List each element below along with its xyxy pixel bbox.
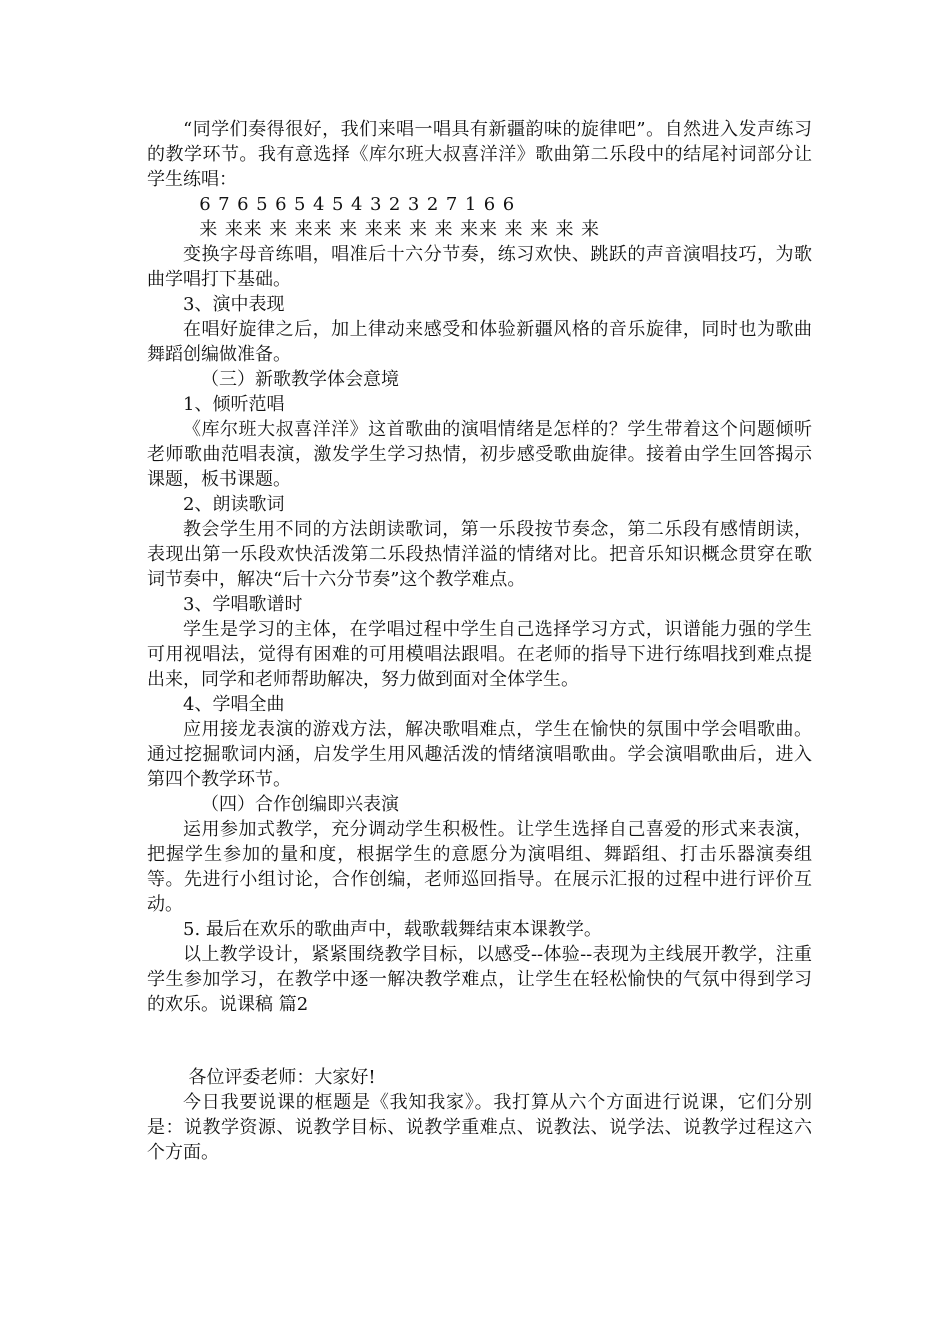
paragraph-listening: 《库尔班大叔喜洋洋》这首歌曲的演唱情绪是怎样的？学生带着这个问题倾听老师歌曲范唱表演，激发学生学习热情，初步感受歌曲旋律。接着由学生回答揭示课题，板书课题。 [147, 419, 812, 490]
paragraph-whole-song: 应用接龙表演的游戏方法，解决歌唱难点，学生在愉快的氛围中学会唱歌曲。通过挖掘歌词内涵，启发学生用风趣活泼的情绪演唱歌曲。学会演唱歌曲后，进入第四个教学环节。 [147, 719, 812, 790]
heading-1-listening: 1、倾听范唱 [183, 394, 285, 415]
numbered-notation: 6 7 6 5 6 5 4 5 4 3 2 3 2 7 1 6 6 [199, 194, 516, 215]
greeting: 各位评委老师：大家好! [188, 1067, 376, 1088]
spacer [147, 1017, 812, 1065]
heading-3-score: 3、学唱歌谱时 [183, 594, 303, 615]
section-heading-4: （四）合作创编即兴表演 [201, 794, 399, 815]
heading-3-performance: 3、演中表现 [183, 294, 285, 315]
paragraph-score: 学生是学习的主体，在学唱过程中学生自己选择学习方式，识谱能力强的学生可用视唱法，觉得有困难的可用模唱法跟唱。在老师的指导下进行练唱找到难点提出来，同学和老师帮助解决，努力做到面对全体学生。 [147, 619, 812, 690]
lyrics-syllables: 来 来来 来 来来 来 来来 来 来 来来 来 来 来 来 [199, 219, 600, 240]
document-body [147, 117, 812, 1165]
paragraph-intro: “同学们奏得很好，我们来唱一唱具有新疆韵味的旋律吧”。自然进入发声练习的教学环节。我有意选择《库尔班大叔喜洋洋》歌曲第二乐段中的结尾衬词部分让学生练唱： [147, 119, 812, 190]
paragraph-movement: 在唱好旋律之后，加上律动来感受和体验新疆风格的音乐旋律，同时也为歌曲舞蹈创编做准备。 [147, 319, 812, 365]
paragraph-topic: 今日我要说课的框题是《我知我家》。我打算从六个方面进行说课，它们分别是：说教学资源、说教学目标、说教学重难点、说教法、说学法、说教学过程这六个方面。 [147, 1092, 812, 1163]
paragraph-cooperation: 运用参加式教学，充分调动学生积极性。让学生选择自己喜爱的形式来表演，把握学生参加的量和度，根据学生的意愿分为演唱组、舞蹈组、打击乐器演奏组等。先进行小组讨论，合作创编，老师巡回指导。在展示汇报的过程中进行评价互动。 [147, 819, 812, 915]
paragraph-practice: 变换字母音练唱，唱准后十六分节奏，练习欢快、跳跃的声音演唱技巧，为歌曲学唱打下基础。 [147, 244, 812, 290]
paragraph-ending: 5. 最后在欢乐的歌曲声中，载歌载舞结束本课教学。 [183, 919, 602, 940]
heading-2-reading: 2、朗读歌词 [183, 494, 285, 515]
paragraph-reading: 教会学生用不同的方法朗读歌词，第一乐段按节奏念，第二乐段有感情朗读，表现出第一乐段欢快活泼第二乐段热情洋溢的情绪对比。把音乐知识概念贯穿在歌词节奏中，解决“后十六分节奏”这个教学难点。 [147, 519, 812, 590]
section-heading-3: （三）新歌教学体会意境 [201, 369, 399, 390]
paragraph-summary: 以上教学设计，紧紧围绕教学目标，以感受--体验--表现为主线展开教学，注重学生参加学习，在教学中逐一解决教学难点，让学生在轻松愉快的气氛中得到学习的欢乐。说课稿 篇2 [147, 944, 812, 1015]
heading-4-whole-song: 4、学唱全曲 [183, 694, 285, 715]
